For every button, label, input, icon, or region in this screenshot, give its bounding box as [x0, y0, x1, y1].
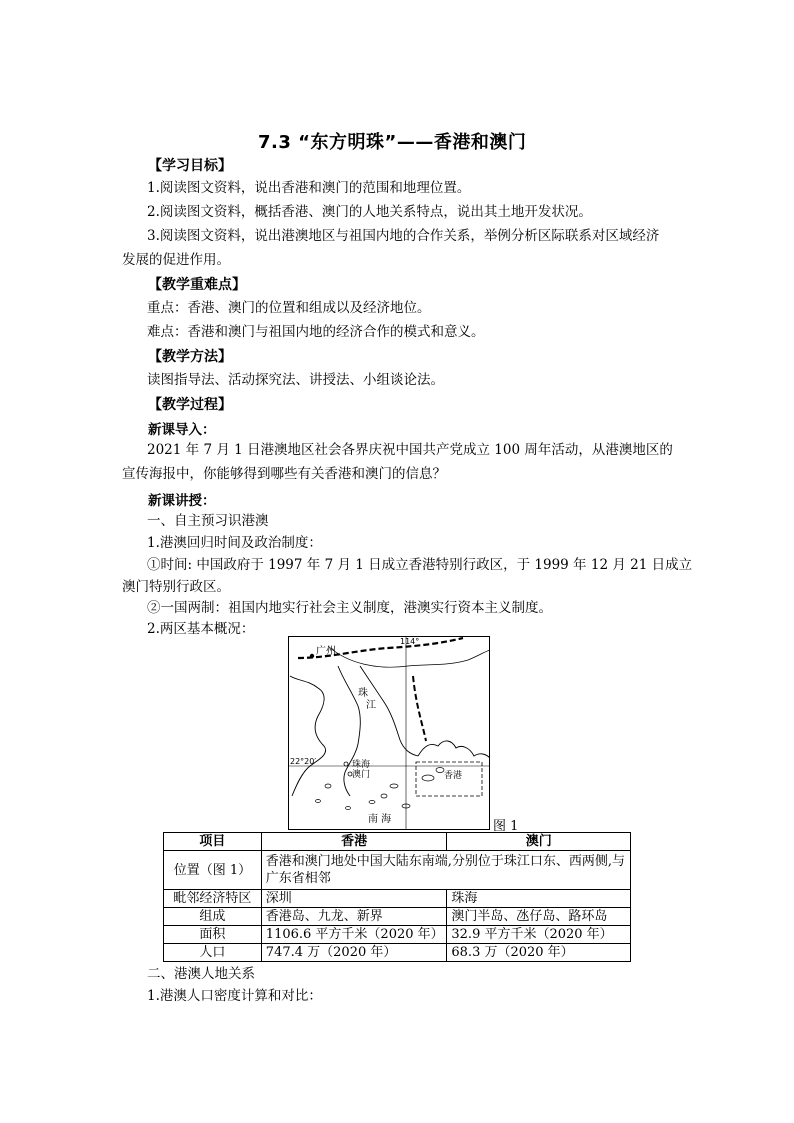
intro-heading: 新课导入： [148, 422, 216, 438]
row-label-cell: 组成 [164, 908, 262, 926]
process-heading: 【教学过程】 [148, 397, 232, 413]
macau-cell: 68.3 万（2020 年） [447, 944, 631, 962]
part-2-heading: 二、港澳人地关系 [147, 966, 255, 982]
difficulty-text: 难点：香港和澳门与祖国内地的经济合作的模式和意义。 [147, 324, 485, 340]
table-row-location [164, 851, 631, 890]
row-label-cell: 毗邻经济特区 [164, 890, 262, 908]
table-row [164, 944, 631, 962]
map-label-river-2: 江 [366, 700, 376, 711]
keypoint-text: 重点：香港、澳门的位置和组成以及经济地位。 [147, 300, 431, 316]
map-label-longitude: 114° [400, 637, 420, 646]
goal-1: 1.阅读图文资料，说出香港和澳门的范围和地理位置。 [147, 180, 471, 196]
macau-cell: 珠海 [447, 890, 631, 908]
row-label-cell: 面积 [164, 926, 262, 944]
goal-2: 2.阅读图文资料，概括香港、澳门的人地关系特点，说出其土地开发状况。 [147, 204, 592, 220]
figure-caption: 图 1 [493, 819, 519, 834]
lecture-heading: 新课讲授： [148, 493, 216, 509]
part-1-heading: 一、自主预习识港澳 [147, 513, 269, 529]
system-text: ②一国两制：祖国内地实行社会主义制度，港澳实行资本主义制度。 [147, 600, 552, 616]
map-label-zhuhai: 珠海 [352, 760, 371, 770]
table-row [164, 926, 631, 944]
map-label-latitude: 22°20′ [290, 757, 317, 766]
hongkong-cell: 747.4 万（2020 年） [261, 944, 447, 962]
map-label-hongkong: 香港 [444, 771, 463, 781]
return-time-line-2: 澳门特别行政区。 [122, 579, 230, 595]
methods-heading: 【教学方法】 [148, 349, 232, 365]
location-text-cell: 香港和澳门地处中国大陆东南端,分别位于珠江口东、西两侧,与广东省相邻 [261, 851, 630, 890]
table-row [164, 908, 631, 926]
map-label-guangzhou: 广州 [316, 646, 336, 657]
table-header-row [164, 833, 631, 851]
table-header-macau: 澳门 [447, 833, 631, 851]
map-label-south-sea: 南 海 [368, 814, 392, 825]
row-label-cell: 人口 [164, 944, 262, 962]
macau-cell: 澳门半岛、氹仔岛、路环岛 [447, 908, 631, 926]
hk-macau-info-table [163, 832, 631, 962]
intro-line-1: 2021 年 7 月 1 日港澳地区社会各界庆祝中国共产党成立 100 周年活动，从港澳地区的 [147, 442, 673, 458]
pearl-river-delta-map [288, 636, 490, 830]
methods-text: 读图指导法、活动探究法、讲授法、小组谈论法。 [147, 372, 444, 388]
item-3: 1.港澳人口密度计算和对比： [147, 988, 322, 1004]
table-header-item: 项目 [164, 833, 262, 851]
goal-3-line-2: 发展的促进作用。 [122, 252, 230, 268]
item-1: 1.港澳回归时间及政治制度： [147, 535, 322, 551]
location-label-cell: 位置（图 1） [164, 851, 262, 890]
map-label-macau: 澳门 [352, 770, 371, 780]
hongkong-cell: 深圳 [261, 890, 447, 908]
return-time-line-1: ①时间: 中国政府于 1997 年 7 月 1 日成立香港特别行政区，于 1999 年 12 月 21 日成立 [147, 557, 693, 573]
page-title: 7.3 “东方明珠”——香港和澳门 [258, 132, 527, 153]
hongkong-cell: 1106.6 平方千米（2020 年） [261, 926, 447, 944]
map-label-river-1: 珠 [358, 688, 368, 699]
item-2: 2.两区基本概况： [147, 621, 255, 637]
hongkong-cell: 香港岛、九龙、新界 [261, 908, 447, 926]
intro-line-2: 宣传海报中，你能够得到哪些有关香港和澳门的信息？ [122, 466, 446, 482]
keypoints-heading: 【教学重难点】 [148, 277, 246, 293]
macau-cell: 32.9 平方千米（2020 年） [447, 926, 631, 944]
table-header-hongkong: 香港 [261, 833, 447, 851]
goal-3-line-1: 3.阅读图文资料，说出港澳地区与祖国内地的合作关系，举例分析区际联系对区域经济 [147, 228, 660, 244]
table-row [164, 890, 631, 908]
goals-heading: 【学习目标】 [148, 158, 232, 174]
